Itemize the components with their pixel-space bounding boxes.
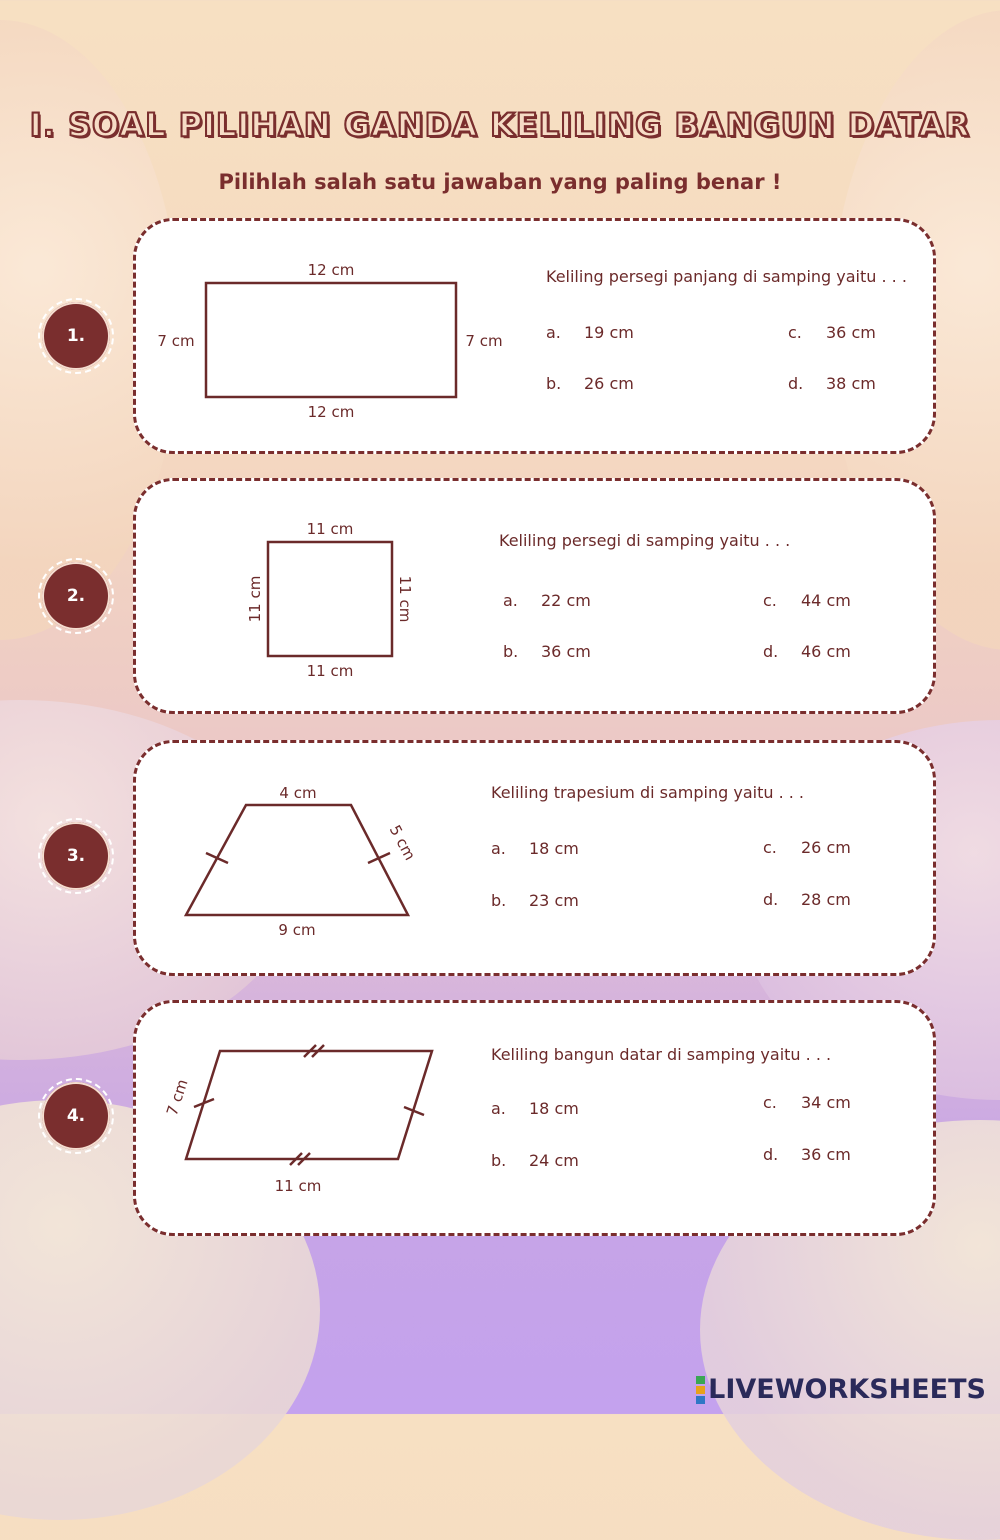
option-value: 24 cm: [529, 1151, 579, 1170]
option-value: 26 cm: [584, 374, 634, 393]
option-letter: c.: [788, 323, 802, 342]
option-a[interactable]: [491, 1099, 579, 1118]
question-text: Keliling persegi di samping yaitu . . .: [499, 531, 791, 550]
label-left: 11 cm: [246, 575, 264, 623]
option-value: 22 cm: [541, 591, 591, 610]
option-value: 36 cm: [826, 323, 876, 342]
question-card-3: [133, 740, 936, 976]
label-bottom: 9 cm: [278, 921, 316, 939]
option-a[interactable]: [503, 591, 591, 610]
question-text: Keliling persegi panjang di samping yaitu . . .: [546, 267, 907, 286]
square-shape: [268, 542, 392, 656]
option-letter: d.: [763, 890, 779, 909]
liveworksheets-logo[interactable]: [696, 1374, 986, 1405]
option-c[interactable]: [763, 838, 851, 857]
label-left: 7 cm: [162, 1076, 192, 1118]
option-letter: b.: [491, 891, 507, 910]
option-d[interactable]: [763, 890, 851, 909]
question-card-4: [133, 1000, 936, 1236]
label-top: 4 cm: [279, 784, 317, 802]
brand-name: LIVEWORKSHEETS: [708, 1374, 986, 1405]
option-value: 36 cm: [541, 642, 591, 661]
question-card-1: [133, 218, 936, 454]
option-b[interactable]: [546, 374, 634, 393]
label-top: 12 cm: [307, 261, 355, 279]
option-letter: d.: [763, 1145, 779, 1164]
option-letter: a.: [503, 591, 518, 610]
question-text: Keliling trapesium di samping yaitu . . .: [491, 783, 804, 802]
option-letter: b.: [546, 374, 562, 393]
option-letter: a.: [546, 323, 561, 342]
option-letter: a.: [491, 1099, 506, 1118]
option-letter: c.: [763, 1093, 777, 1112]
option-c[interactable]: [763, 591, 851, 610]
label-bottom: 12 cm: [307, 403, 355, 421]
option-value: 36 cm: [801, 1145, 851, 1164]
option-value: 46 cm: [801, 642, 851, 661]
label-top: 11 cm: [306, 520, 354, 538]
square-figure: [136, 481, 476, 711]
option-b[interactable]: [491, 1151, 579, 1170]
question-number-badge: 4.: [42, 1082, 110, 1150]
parallelogram-shape: [186, 1051, 432, 1159]
option-a[interactable]: [546, 323, 634, 342]
trapezoid-figure: [136, 743, 476, 973]
option-value: 34 cm: [801, 1093, 851, 1112]
question-text: Keliling bangun datar di samping yaitu . . .: [491, 1045, 832, 1064]
question-number-badge: 3.: [42, 822, 110, 890]
option-d[interactable]: [788, 374, 876, 393]
option-letter: b.: [491, 1151, 507, 1170]
label-right: 7 cm: [465, 332, 503, 350]
parallelogram-figure: [136, 1003, 476, 1233]
page-subtitle: Pilihlah salah satu jawaban yang paling benar !: [218, 170, 782, 194]
option-c[interactable]: [763, 1093, 851, 1112]
option-value: 23 cm: [529, 891, 579, 910]
option-letter: d.: [788, 374, 804, 393]
label-right: 5 cm: [385, 822, 420, 864]
option-d[interactable]: [763, 642, 851, 661]
question-number-badge: 2.: [42, 562, 110, 630]
option-c[interactable]: [788, 323, 876, 342]
label-bottom: 11 cm: [306, 662, 354, 680]
question-card-2: [133, 478, 936, 714]
option-letter: a.: [491, 839, 506, 858]
option-value: 26 cm: [801, 838, 851, 857]
rectangle-shape: [206, 283, 456, 397]
page-title: I. SOAL PILIHAN GANDA KELILING BANGUN DATAR: [29, 106, 971, 144]
option-value: 38 cm: [826, 374, 876, 393]
option-d[interactable]: [763, 1145, 851, 1164]
rectangle-figure: [136, 221, 536, 451]
label-bottom: 11 cm: [274, 1177, 322, 1195]
option-letter: d.: [763, 642, 779, 661]
option-letter: c.: [763, 591, 777, 610]
option-value: 18 cm: [529, 1099, 579, 1118]
question-number-badge: 1.: [42, 302, 110, 370]
live-badge-icon: [696, 1375, 705, 1405]
tick-mark: [206, 853, 228, 863]
option-a[interactable]: [491, 839, 579, 858]
option-value: 28 cm: [801, 890, 851, 909]
option-b[interactable]: [491, 891, 579, 910]
option-b[interactable]: [503, 642, 591, 661]
label-left: 7 cm: [157, 332, 195, 350]
option-letter: c.: [763, 838, 777, 857]
option-value: 19 cm: [584, 323, 634, 342]
option-value: 44 cm: [801, 591, 851, 610]
option-letter: b.: [503, 642, 519, 661]
label-right: 11 cm: [396, 575, 414, 623]
option-value: 18 cm: [529, 839, 579, 858]
